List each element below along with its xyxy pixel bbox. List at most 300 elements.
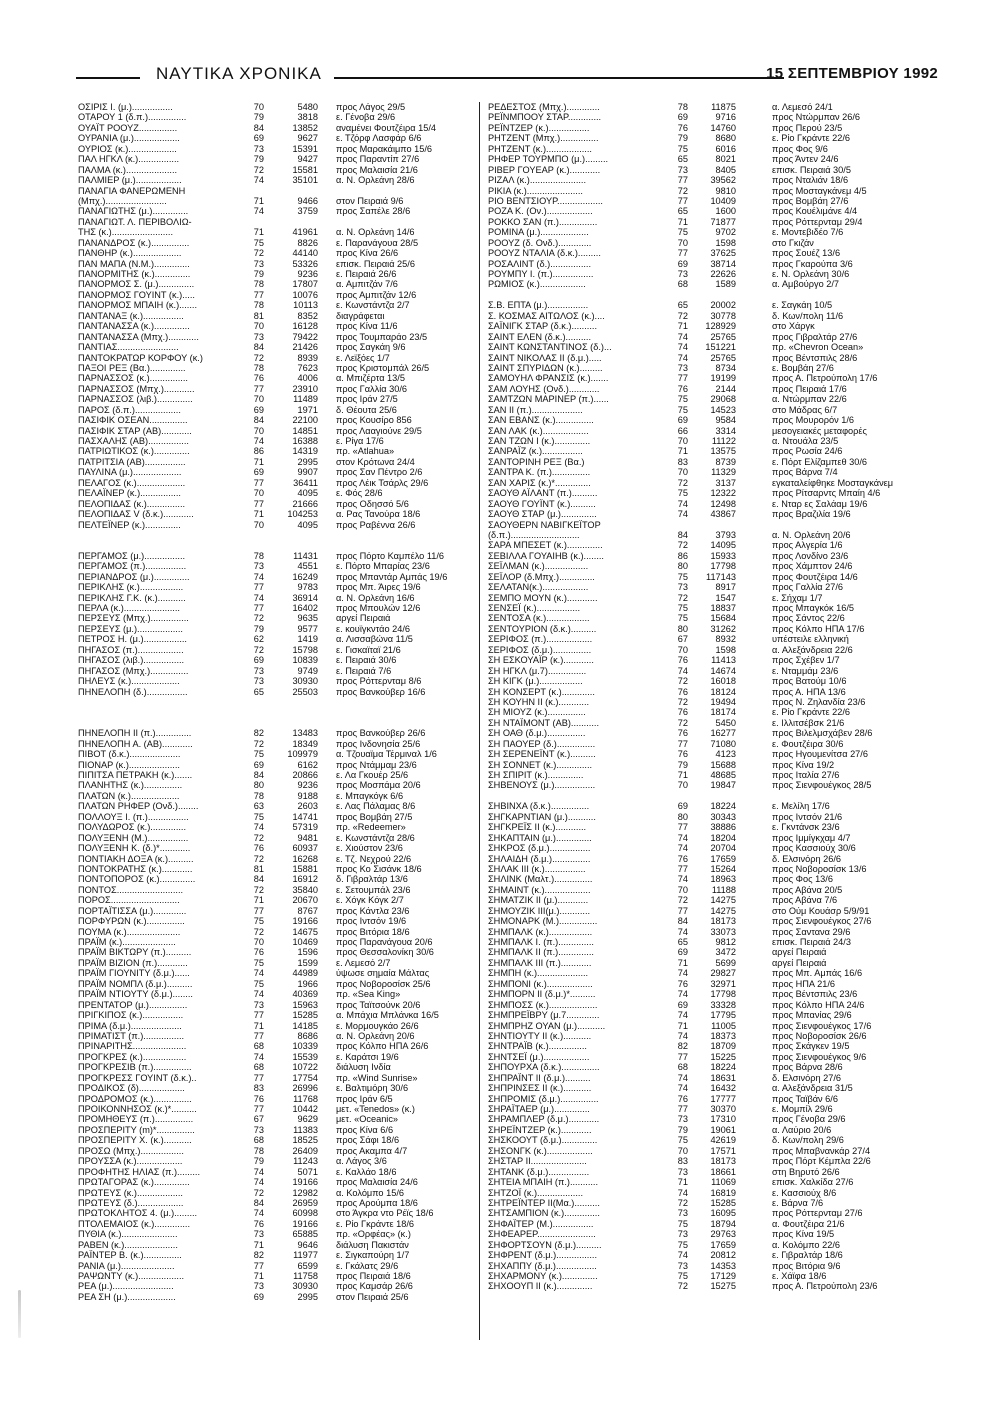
ship-name: ΣΗΜΠΡΗΖ ΟΥΑΝ (μ.)........... bbox=[488, 1020, 606, 1031]
scan-mark bbox=[18, 1290, 21, 1338]
ship-entry bbox=[488, 645, 900, 655]
tonnage: 14319 bbox=[292, 446, 318, 457]
ship-entry bbox=[78, 1271, 470, 1281]
ship-name: ΡΕΑ ΣΗ (μ.)................... bbox=[78, 1291, 176, 1302]
tonnage: 14760 bbox=[710, 122, 736, 133]
ship-name: ΠΡΟΓΚΡΕΣ (κ.)................. bbox=[78, 1051, 187, 1062]
ship-position: προς Κίνα 26/6 bbox=[336, 248, 399, 259]
ship-name: ΣΑΝΡΑΪΖ (κ.)................ bbox=[488, 446, 583, 457]
build-year: 70 bbox=[253, 394, 264, 405]
build-year: 74 bbox=[253, 1051, 264, 1062]
tonnage: 9236 bbox=[297, 269, 318, 279]
ship-entry bbox=[78, 634, 470, 644]
ship-position: προς Αρούμπα 18/6 bbox=[336, 1197, 418, 1208]
ship-name: ΣΑΝ ΤΖΩΝ Ι (κ.).............. bbox=[488, 436, 591, 446]
ship-position: ε. Γένοβα 29/6 bbox=[336, 112, 396, 123]
build-year: 73 bbox=[677, 1229, 688, 1240]
ship-position: πρ. «Redeemer» bbox=[336, 822, 406, 833]
issue-date: 15 ΣΕΠΤΕΜΒΡΙΟΥ 1992 bbox=[766, 65, 938, 82]
ship-entry bbox=[488, 1114, 900, 1124]
build-year: 74 bbox=[677, 843, 688, 854]
ship-position: ε. Λεμεσό 2/7 bbox=[336, 957, 391, 968]
build-year: 77 bbox=[253, 1260, 264, 1271]
ship-entry bbox=[78, 1052, 470, 1062]
tonnage: 8686 bbox=[297, 1030, 318, 1041]
ship-position: ε. Σαγκάη 10/5 bbox=[772, 300, 833, 311]
ship-entry bbox=[78, 739, 470, 749]
ship-position: προς Κίνα 11/6 bbox=[336, 321, 398, 332]
ship-entry bbox=[488, 864, 900, 874]
ship-position: προς Βέντσπιλς 28/6 bbox=[772, 352, 858, 363]
tonnage: 16432 bbox=[710, 1083, 736, 1094]
ship-entry bbox=[488, 499, 900, 509]
ship-entry bbox=[78, 1156, 470, 1166]
ship-entry bbox=[488, 279, 900, 289]
tonnage: 53326 bbox=[292, 258, 318, 269]
ship-entry bbox=[488, 613, 900, 623]
ship-entry bbox=[488, 384, 900, 394]
ship-position: προς Μπανίας 29/6 bbox=[772, 1010, 852, 1021]
ship-position: προς Κίνα 19/5 bbox=[772, 1229, 835, 1240]
tonnage: 29827 bbox=[710, 968, 736, 979]
build-year: 74 bbox=[677, 1187, 688, 1198]
ship-entry bbox=[488, 415, 900, 425]
tonnage: 11329 bbox=[711, 467, 736, 478]
tonnage: 23910 bbox=[292, 383, 318, 394]
ship-entry bbox=[78, 551, 470, 561]
ship-name: ΣΗΜΠΟΝΙ (κ.).................. bbox=[488, 978, 593, 989]
tonnage: 57319 bbox=[292, 822, 318, 833]
ship-entry bbox=[488, 1125, 900, 1135]
ship-name: ΡΗΤΖΕΝΤ (κ.).................. bbox=[488, 143, 592, 154]
ship-entry bbox=[78, 593, 470, 603]
tonnage: 43867 bbox=[710, 509, 736, 520]
ship-entry bbox=[488, 363, 900, 373]
ship-position: α. Αμπιτζάν 7/6 bbox=[336, 279, 398, 290]
ship-entry bbox=[488, 488, 900, 498]
ship-position: ε. Πόρτ Ελίζαμπεθ 30/6 bbox=[772, 456, 868, 467]
ship-name: ΣΑΝΤΡΑ Κ. (π.)............... bbox=[488, 467, 591, 478]
ship-entry bbox=[78, 822, 470, 832]
tonnage: 12322 bbox=[710, 488, 736, 499]
tonnage: 17798 bbox=[710, 989, 736, 1000]
ship-entry bbox=[488, 739, 900, 749]
ship-entry bbox=[488, 561, 900, 571]
tonnage: 13852 bbox=[292, 122, 318, 133]
tonnage: 17571 bbox=[710, 1145, 736, 1156]
ship-entry bbox=[488, 666, 900, 676]
ship-entry bbox=[488, 186, 900, 196]
tonnage: 6599 bbox=[297, 1260, 318, 1271]
build-year: 79 bbox=[677, 1124, 688, 1135]
tonnage: 11758 bbox=[293, 1271, 318, 1281]
tonnage: 18709 bbox=[710, 1041, 736, 1052]
ship-name: ΠΡΟΓΚΡΕΣΣ ΓΟΥΙΝΤ (δ.κ.).. bbox=[78, 1072, 197, 1083]
ship-position: α. Μπάχια Μπλάνκα 16/5 bbox=[336, 1010, 439, 1021]
tonnage: 1966 bbox=[297, 978, 318, 989]
ship-position: α. Ν. Ορλεάνη 14/6 bbox=[336, 227, 415, 238]
ship-entry bbox=[78, 499, 470, 509]
tonnage: 79422 bbox=[292, 331, 318, 342]
ship-entry bbox=[488, 1240, 900, 1250]
tonnage: 18173 bbox=[710, 1156, 736, 1167]
ship-entry bbox=[78, 353, 470, 363]
ship-name: ΣΑΝΤΟΡΙΝΗ ΡΕΞ (Βα.) bbox=[488, 456, 585, 467]
build-year: 73 bbox=[677, 1208, 688, 1219]
ship-name: ΠΡΑΪΜ ΝΤΙΟΥΤΥ (δ.μ.)........ bbox=[78, 989, 193, 1000]
ship-entry bbox=[488, 530, 900, 540]
build-year: 80 bbox=[253, 780, 264, 791]
ship-name: ΠΗΓΑΣΟΣ (Μπχ.)............... bbox=[78, 665, 189, 676]
ship-name: ΣΑΙΝΤ ΚΩΝΣΤΑΝΤΙΝΟΣ (δ.)... bbox=[488, 342, 612, 353]
ship-position: προς Γιβραλτάρ 27/6 bbox=[772, 331, 858, 342]
ship-position: προς Αλγερία 1/6 bbox=[772, 540, 843, 551]
ship-name: ΠΟΝΤΟΠΟΡΟΣ (κ.).............. bbox=[78, 874, 196, 885]
ship-entry bbox=[488, 144, 900, 154]
build-year: 75 bbox=[253, 978, 264, 989]
section-gap bbox=[78, 718, 470, 728]
ship-name: ΠΑΝΑΝΔΡΟΣ (κ.)............... bbox=[78, 237, 190, 248]
ship-position: ε. κουϊγκντάο 24/6 bbox=[336, 623, 410, 634]
ship-position: προς Νοβοροσίσκ 13/6 bbox=[772, 863, 867, 874]
tonnage: 18525 bbox=[292, 1135, 318, 1146]
ship-name: ΠΕΛΟΠΙΔΑΣ V (δ.κ.)............ bbox=[78, 509, 194, 520]
ship-entry bbox=[488, 321, 900, 331]
build-year: 69 bbox=[253, 655, 264, 666]
build-year: 73 bbox=[253, 676, 264, 687]
ship-name: ΠΥΘΙΑ (κ.)...................... bbox=[78, 1229, 178, 1240]
build-year: 74 bbox=[677, 498, 688, 509]
ship-position: προς Ρόττερνταμ 8/6 bbox=[336, 676, 422, 687]
ship-position: ε. Ρίο Γκράντε 22/6 bbox=[772, 133, 850, 144]
ship-name: ΠΟΛΥΞΕΝΗ Κ. (δ.)*............ bbox=[78, 843, 191, 854]
ship-entry bbox=[488, 687, 900, 697]
build-year: 73 bbox=[677, 1114, 688, 1125]
build-year: 77 bbox=[677, 905, 688, 916]
ship-name: ΣΗΒΕΝΟΥΣ (μ.)................ bbox=[488, 780, 596, 791]
ship-name: ΣΗΤΑΝΚ (δ.μ.)................ bbox=[488, 1166, 590, 1177]
tonnage: 14275 bbox=[710, 905, 736, 916]
ship-name: ΠΕΛΟΠΙΔΑΣ (κ.)............... bbox=[78, 498, 186, 509]
tonnage: 16268 bbox=[292, 853, 318, 864]
ship-position: μετ. «Oceanic» bbox=[336, 1114, 399, 1125]
ship-entry bbox=[78, 509, 470, 519]
ship-position: προς Ταϊβάν 6/6 bbox=[772, 1093, 838, 1104]
ship-position: προς Νοβοροσίσκ 25/6 bbox=[336, 978, 431, 989]
ship-entry bbox=[78, 488, 470, 498]
build-year: 74 bbox=[677, 832, 688, 843]
tonnage: 48685 bbox=[710, 770, 736, 780]
build-year: 69 bbox=[677, 112, 688, 123]
build-year: 74 bbox=[253, 989, 264, 1000]
ship-entry bbox=[488, 812, 900, 822]
ship-entry bbox=[488, 1271, 900, 1281]
ship-position: προς Οδησσό 5/6 bbox=[336, 498, 409, 509]
ship-position: στο Γκιζάν bbox=[772, 237, 814, 248]
ship-name: ΣΗΦΡΕΝΤ (δ.μ.)................ bbox=[488, 1250, 598, 1261]
ship-name: ΡΟΖΑ Κ. (Ον.).................. bbox=[488, 206, 593, 217]
ship-entry bbox=[78, 843, 470, 853]
build-year: 76 bbox=[677, 978, 688, 989]
build-year: 70 bbox=[677, 780, 688, 791]
tonnage: 6162 bbox=[297, 759, 318, 770]
ship-name: ΣΗΚΡΟΣ (δ.μ.)................ bbox=[488, 843, 591, 854]
ship-position: προς Ιράν 27/5 bbox=[336, 394, 398, 405]
ship-position: ε. Ιλλιτσέβσκ 21/6 bbox=[772, 717, 845, 728]
ship-name: ΠΡΑΪΜ ΝΟΜΠΛ (δ.μ.).......... bbox=[78, 978, 193, 989]
ship-entry bbox=[78, 290, 470, 300]
ship-position: προς Γένοβα 29/6 bbox=[772, 1114, 846, 1125]
build-year: 76 bbox=[677, 707, 688, 718]
build-year: 74 bbox=[677, 989, 688, 1000]
ship-name: ΠΟΛΥΔΩΡΟΣ (κ.).............. bbox=[78, 822, 187, 833]
build-year: 71 bbox=[677, 957, 688, 968]
ship-position: προς Βατούμ 10/6 bbox=[772, 676, 847, 687]
ship-name: ΠΕΡΣΕΥΣ (μ.).................. bbox=[78, 623, 183, 634]
tonnage: 15391 bbox=[292, 143, 318, 154]
build-year bbox=[228, 217, 264, 227]
ship-name: ΠΑΡΝΑΣΣΟΣ (κ.)............... bbox=[78, 373, 188, 384]
ship-name: ΣΗΤΣΑΜΠΙΟΝ (κ.).............. bbox=[488, 1208, 600, 1219]
ship-name: ΠΑΡΝΑΣΣΟΣ (λιβ.).............. bbox=[78, 394, 193, 405]
ship-name: ΠΑΝΤΟΚΡΑΤΩΡ ΚΟΡΦΟΥ (κ.) bbox=[78, 352, 203, 363]
tonnage: 17754 bbox=[292, 1072, 318, 1083]
ship-position: α. Ν. Ορλεάνη 28/6 bbox=[336, 175, 415, 186]
build-year: 69 bbox=[253, 759, 264, 770]
ship-name: ΟΥΡΑΝΙΑ (μ.).................. bbox=[78, 133, 180, 144]
ship-entry bbox=[78, 791, 470, 801]
build-year: 75 bbox=[253, 957, 264, 968]
ship-position: προς Λααγιούνε 29/5 bbox=[336, 425, 422, 436]
ship-name: ΣΗΝΤΙΟΥΤΥ ΙΙ (κ.)........... bbox=[488, 1030, 592, 1041]
build-year: 76 bbox=[677, 655, 688, 666]
build-year: 77 bbox=[677, 175, 688, 186]
build-year: 76 bbox=[253, 1218, 264, 1229]
ship-name: ΣΗΠΟΥΡΧΑ (δ.κ.)............... bbox=[488, 1062, 600, 1073]
tonnage: 10722 bbox=[292, 1062, 318, 1073]
tonnage: 9427 bbox=[297, 154, 318, 165]
build-year: 73 bbox=[677, 269, 688, 279]
ship-entry bbox=[78, 854, 470, 864]
tonnage: 14674 bbox=[710, 665, 736, 676]
ship-name: ΣΑΟΥΘ ΑΪΛΑΝΤ (π.).......... bbox=[488, 488, 598, 499]
build-year: 77 bbox=[253, 603, 264, 613]
tonnage: 14275 bbox=[710, 895, 736, 906]
tonnage: 25765 bbox=[710, 352, 736, 363]
ship-name: ΣΑΝ ΛΑΚ (κ.).................. bbox=[488, 425, 589, 436]
column-divider bbox=[479, 102, 480, 1340]
ship-position: προς Μπαγκόκ 16/5 bbox=[772, 603, 855, 613]
ship-entry bbox=[488, 446, 900, 456]
build-year: 77 bbox=[677, 195, 688, 206]
ship-name: ΡΩΜΙΟΣ (κ.).................. bbox=[488, 279, 586, 290]
ship-entry bbox=[78, 1292, 470, 1302]
ship-name: ΣΗΝΤΣΕΪ (μ.).................. bbox=[488, 1051, 590, 1062]
ship-name: ΠΑΝΟΡΜΟΣ Σ. (μ.).............. bbox=[78, 279, 195, 290]
tonnage: 3793 bbox=[715, 529, 736, 540]
ship-position: προς Βιλελμσχάβεν 28/6 bbox=[772, 728, 873, 739]
ship-position: α. Ντουάλα 23/5 bbox=[772, 436, 839, 446]
tonnage: 11188 bbox=[711, 884, 736, 895]
ship-name: ΣΗΜΑΙΝΤ (κ.).................. bbox=[488, 884, 591, 895]
build-year: 76 bbox=[253, 1093, 264, 1104]
ship-position: επισκ. Πειραιά 24/3 bbox=[772, 937, 851, 947]
ship-name: ΠΑΝΤΑΝΑΞ (κ.)................ bbox=[78, 310, 184, 321]
ship-name: ΠΡΟΣΠΕΡΙΤΥ (m)*............... bbox=[78, 1124, 195, 1135]
ship-entry bbox=[488, 373, 900, 383]
build-year: 72 bbox=[253, 1187, 264, 1198]
build-year: 83 bbox=[253, 1083, 264, 1094]
ship-name: ΠΤΟΛΕΜΑΙΟΣ (κ.).............. bbox=[78, 1218, 191, 1229]
ship-position: επισκ. Πειραιά 30/5 bbox=[772, 164, 851, 175]
ship-name: ΣΕΜΠΟ ΜΟΥΝ (κ.)............ bbox=[488, 592, 598, 603]
tonnage: 15688 bbox=[710, 759, 736, 770]
ship-entry bbox=[488, 1250, 900, 1260]
ship-entry bbox=[488, 1281, 900, 1291]
ship-entry bbox=[78, 165, 470, 175]
ship-position: ε. Ρίγα 17/6 bbox=[336, 436, 384, 446]
ship-entry bbox=[488, 927, 900, 937]
build-year: 75 bbox=[677, 571, 688, 582]
tonnage: 14675 bbox=[292, 926, 318, 937]
ship-name: ΠΡΟΦΗΤΗΣ ΗΛΙΑΣ (π.)......... bbox=[78, 1166, 201, 1177]
build-year: 77 bbox=[253, 905, 264, 916]
build-year: 66 bbox=[677, 425, 688, 436]
ship-position: στον Πειραιά 9/6 bbox=[336, 195, 404, 206]
ship-entry bbox=[488, 175, 900, 185]
tonnage: 9749 bbox=[297, 665, 318, 676]
ship-position: προς Σιενφουέγκος 28/5 bbox=[772, 780, 872, 791]
tonnage: 11243 bbox=[293, 1156, 318, 1167]
build-year: 78 bbox=[253, 790, 264, 801]
ship-name: ΡΙΟ ΒΕΝΤΣΙΟΥΡ.................. bbox=[488, 195, 603, 206]
tonnage: 2995 bbox=[297, 1291, 318, 1302]
tonnage: 16128 bbox=[292, 321, 318, 332]
build-year: 65 bbox=[677, 154, 688, 165]
ship-position: προς Μαλαισία 24/6 bbox=[336, 1177, 418, 1188]
build-year: 75 bbox=[677, 1218, 688, 1229]
ship-position: ε. Βαλτιμόρη 30/6 bbox=[336, 1083, 409, 1094]
build-year: 72 bbox=[677, 592, 688, 603]
build-year: 83 bbox=[677, 456, 688, 467]
build-year: 70 bbox=[677, 467, 688, 478]
ship-position: προς Νοβοροσίσκ 26/6 bbox=[772, 1030, 867, 1041]
ship-name: ΠΡΟΣΩ (Μπχ.)................. bbox=[78, 1145, 184, 1156]
ship-position: προς Βομβάη 27/6 bbox=[772, 195, 849, 206]
ship-entry bbox=[488, 655, 900, 665]
build-year: 84 bbox=[253, 342, 264, 353]
build-year: 74 bbox=[253, 822, 264, 833]
ship-entry bbox=[78, 384, 470, 394]
ship-position: α. Λάγος 3/6 bbox=[336, 1156, 387, 1167]
build-year: 74 bbox=[677, 331, 688, 342]
ship-entry bbox=[78, 1177, 470, 1187]
ship-position: προς Κόλπο ΗΠΑ 24/6 bbox=[772, 999, 865, 1010]
ship-entry bbox=[488, 843, 900, 853]
ship-position: προς Σιενφουέγκος 9/6 bbox=[772, 1051, 867, 1062]
build-year: 77 bbox=[253, 289, 264, 300]
ship-position: ε. Γκάλατς 29/6 bbox=[336, 1260, 399, 1271]
tonnage: 8680 bbox=[715, 133, 736, 144]
build-year: 78 bbox=[253, 1145, 264, 1156]
tonnage: 9646 bbox=[297, 1239, 318, 1250]
ship-name: ΠΕΡΙΑΝΔΡΟΣ (μ.).............. bbox=[78, 571, 190, 582]
build-year: 77 bbox=[677, 248, 688, 259]
ship-entry bbox=[78, 457, 470, 467]
tonnage: 9812 bbox=[715, 937, 736, 947]
publication-title: ΝΑΥΤΙΚΑ ΧΡΟΝΙΚΑ bbox=[156, 64, 322, 83]
ship-position: προς Ν. Ζηλανδία 23/6 bbox=[772, 696, 866, 707]
build-year: 79 bbox=[253, 623, 264, 634]
tonnage: 14741 bbox=[292, 811, 318, 822]
tonnage: 17807 bbox=[292, 279, 318, 290]
build-year: 75 bbox=[253, 237, 264, 248]
ship-entry bbox=[78, 206, 470, 216]
ship-entry bbox=[78, 279, 470, 289]
build-year: 69 bbox=[253, 404, 264, 415]
build-year: 72 bbox=[677, 717, 688, 728]
tonnage: 32971 bbox=[710, 978, 736, 989]
ship-name: ΣΗΝΤΡΑΪΒ (κ.)............... bbox=[488, 1041, 587, 1052]
ship-name: ΡΟΣΑΛΙΝΤ (δ.)................ bbox=[488, 258, 592, 269]
ship-position: α. Κολόμπο 22/6 bbox=[772, 1239, 840, 1250]
build-year: 75 bbox=[253, 916, 264, 927]
build-year: 74 bbox=[253, 436, 264, 446]
build-year: 74 bbox=[677, 1083, 688, 1094]
tonnage: 9702 bbox=[715, 227, 736, 238]
build-year: 76 bbox=[677, 853, 688, 864]
ship-name: ΡΑΪΝΤΕΡ Β. (κ.)............... bbox=[78, 1250, 182, 1261]
tonnage: 35840 bbox=[292, 884, 318, 895]
build-year: 71 bbox=[677, 770, 688, 780]
ship-entry bbox=[488, 968, 900, 978]
build-year: 75 bbox=[677, 143, 688, 154]
tonnage: 40369 bbox=[292, 989, 318, 1000]
ship-position: πρ. «Ορφέας» (κ.) bbox=[336, 1229, 411, 1240]
build-year: 78 bbox=[253, 362, 264, 373]
ship-position: προς Τουμπαράο 23/5 bbox=[336, 331, 428, 342]
build-year: 75 bbox=[253, 811, 264, 822]
tonnage: 29763 bbox=[710, 1229, 736, 1240]
ship-position: προς Βανκούβερ 26/6 bbox=[336, 728, 426, 739]
ship-position: στο Ούμ Κουάσρ 5/9/91 bbox=[772, 905, 870, 916]
build-year: 72 bbox=[677, 676, 688, 687]
ship-name: ΠΑΝΑΓΙΩΤΗΣ (μ.).............. bbox=[78, 206, 189, 217]
ship-entry bbox=[78, 582, 470, 592]
ship-entry bbox=[78, 906, 470, 916]
tonnage: 9635 bbox=[297, 613, 318, 624]
ship-position: ε. Λας Πάλαμας 8/6 bbox=[336, 801, 416, 812]
ship-position: α. Αλεξάνδρεια 22/6 bbox=[772, 644, 853, 655]
ship-name: ΣΗΧΑΠΠΥ (δ.μ.)................ bbox=[488, 1260, 597, 1271]
tonnage: 117143 bbox=[706, 571, 736, 582]
build-year: 81 bbox=[253, 310, 264, 321]
ship-position: προς Μουρορόν 1/6 bbox=[772, 415, 855, 426]
tonnage: 33073 bbox=[710, 926, 736, 937]
ship-name: ΠΟΛΥΞΕΝΗ (Μ.)................ bbox=[78, 832, 189, 843]
ship-position: προς Θεσσαλονίκη 30/6 bbox=[336, 947, 434, 958]
build-year: 82 bbox=[253, 1250, 264, 1261]
ship-position: προς Αμπιτζάν 12/6 bbox=[336, 289, 417, 300]
ship-entry bbox=[488, 916, 900, 926]
ship-name: ΠΟΡΦΥΡΩΝ (κ.)............... bbox=[78, 916, 185, 927]
build-year: 71 bbox=[253, 509, 264, 520]
ship-name: ΠΑΝΘΗΡ (κ.)................... bbox=[78, 248, 182, 259]
tonnage: 26996 bbox=[292, 1083, 318, 1094]
build-year: 74 bbox=[677, 665, 688, 676]
ship-position: προς Σιενφουέγκος 27/6 bbox=[772, 916, 872, 927]
tonnage bbox=[264, 217, 336, 227]
